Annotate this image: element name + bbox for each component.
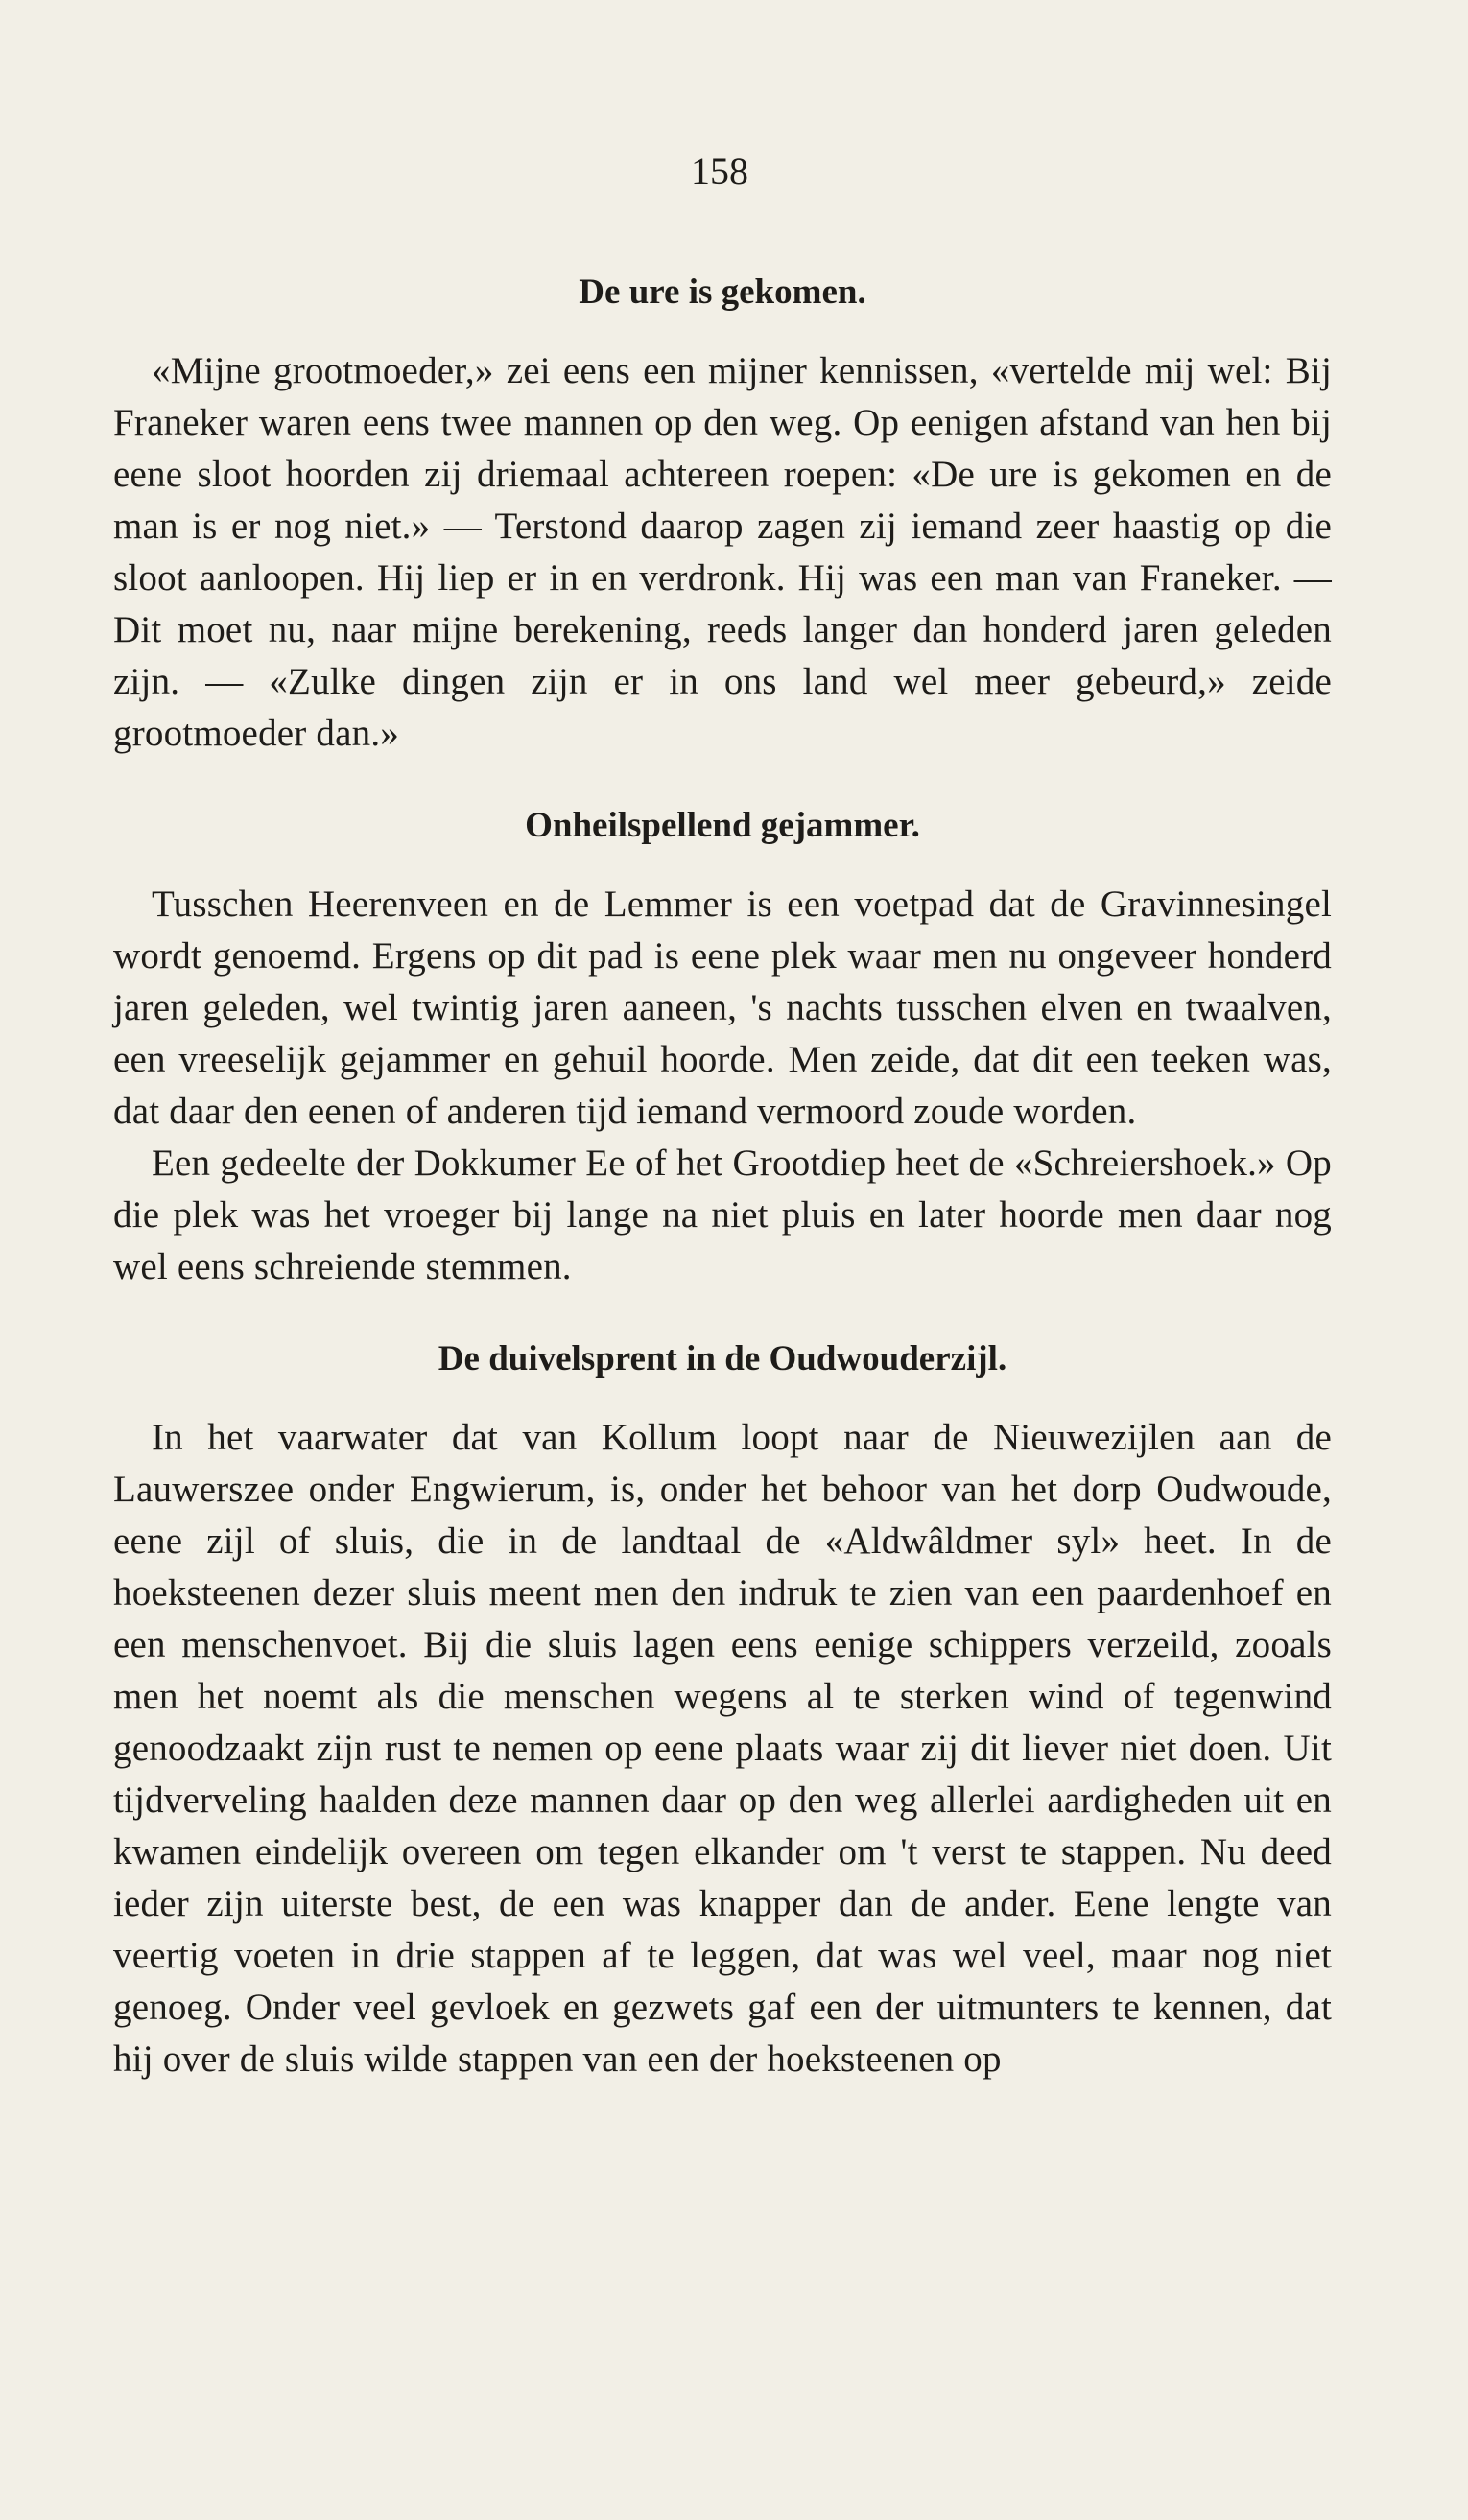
- section-de-duivelsprent: [113, 1335, 1332, 2085]
- section-title: De duivelsprent in de Oudwouderzijl.: [438, 1339, 1007, 1378]
- paragraph: In het vaarwater dat van Kollum loopt naar de Nieuwezijlen aan de Lauwerszee onder Engwierum, is, onder het behoor van het dorp Oudwoude, eene zijl of sluis, die in de landtaal de «Aldwâldmer syl» heet. In de hoeksteenen dezer sluis meent men den indruk te zien van een paardenhoef en een menschenvoet. Bij die sluis lagen eens eenige schippers verzeild, zooals men het noemt als die menschen wegens al te sterken wind of tegenwind genoodzaakt zijn rust te nemen op eene plaats waar zij dit liever niet doen. Uit tijdverveling haalden deze mannen daar op den weg allerlei aardigheden uit en kwamen eindelijk overeen om tegen elkander om 't verst te stappen. Nu deed ieder zijn uiterste best, de een was knapper dan de ander. Eene lengte van veertig voeten in drie stappen af te leggen, dat was wel veel, maar nog niet genoeg. Onder veel gevloek en gezwets gaf een der uitmunters te kennen, dat hij over de sluis wilde stappen van een der hoeksteenen op: [113, 1417, 1332, 2080]
- paragraph: Een gedeelte der Dokkumer Ee of het Grootdiep heet de «Schreiershoek.» Op die plek was het vroeger bij lange na niet pluis en later hoorde men daar nog wel eens schreiende stemmen.: [113, 1142, 1332, 1287]
- paragraph: «Mijne grootmoeder,» zei eens een mijner kennissen, «vertelde mij wel: Bij Franeker waren eens twee mannen op den weg. Op eenigen afstand van hen bij eene sloot hoorden zij driemaal achtereen roepen: «De ure is gekomen en de man is er nog niet.» — Terstond daarop zagen zij iemand zeer haastig op die sloot aanloopen. Hij liep er in en verdronk. Hij was een man van Franeker. — Dit moet nu, naar mijne berekening, reeds langer dan honderd jaren geleden zijn. — «Zulke dingen zijn er in ons land wel meer gebeurd,» zeide grootmoeder dan.»: [113, 350, 1332, 754]
- section-de-ure-is-gekomen: [113, 269, 1332, 760]
- page-number: 158: [691, 150, 748, 193]
- paragraph: Tusschen Heerenveen en de Lemmer is een voetpad dat de Gravinnesingel wordt genoemd. Ergens op dit pad is eene plek waar men nu ongeveer honderd jaren geleden, wel twintig jaren aaneen, 's nachts tusschen elven en twaalven, een vreeselijk gejammer en gehuil hoorde. Men zeide, dat dit een teeken was, dat daar den eenen of anderen tijd iemand vermoord zoude worden.: [113, 883, 1332, 1132]
- section-title: De ure is gekomen.: [579, 272, 866, 312]
- page-content: [113, 269, 1332, 2128]
- section-title: Onheilspellend gejammer.: [525, 806, 920, 845]
- section-onheilspellend-gejammer: [113, 802, 1332, 1293]
